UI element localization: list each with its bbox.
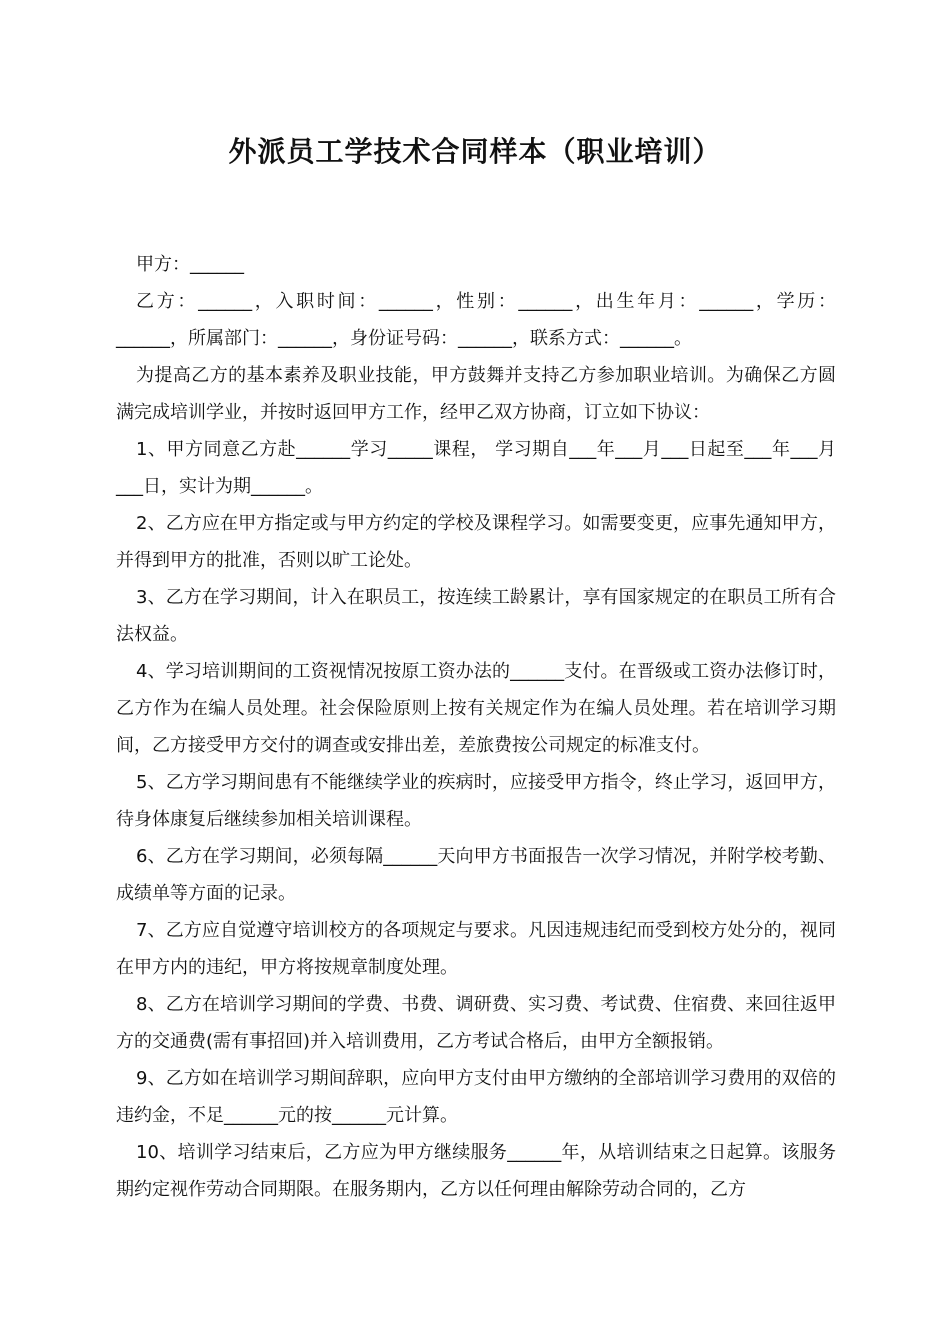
clause-8: 8、乙方在培训学习期间的学费、书费、调研费、实习费、考试费、住宿费、来回往返甲方的交通费(需有事招回)并入培训费用，乙方考试合格后，由甲方全额报销。 [116, 994, 836, 1052]
document-body [116, 246, 836, 1208]
clause-5: 5、乙方学习期间患有不能继续学业的疾病时，应接受甲方指令，终止学习，返回甲方，待身体康复后继续参加相关培训课程。 [116, 772, 836, 830]
clause-1: 1、甲方同意乙方赴______学习_____课程， 学习期自___年___月___日起至___年___月___日，实计为期______。 [116, 439, 836, 497]
party-a-line: 甲方：______ [136, 254, 244, 275]
clause-4: 4、学习培训期间的工资视情况按原工资办法的______支付。在晋级或工资办法修订时，乙方作为在编人员处理。社会保险原则上按有关规定作为在编人员处理。若在培训学习期间，乙方接受甲方交付的调查或安排出差，差旅费按公司规定的标准支付。 [116, 661, 836, 756]
clause-10: 10、培训学习结束后，乙方应为甲方继续服务______年，从培训结束之日起算。该服务期约定视作劳动合同期限。在服务期内，乙方以任何理由解除劳动合同的，乙方 [116, 1142, 836, 1200]
clause-6: 6、乙方在学习期间，必须每隔______天向甲方书面报告一次学习情况，并附学校考勤、成绩单等方面的记录。 [116, 846, 836, 904]
clause-2: 2、乙方应在甲方指定或与甲方约定的学校及课程学习。如需要变更，应事先通知甲方，并得到甲方的批准，否则以旷工论处。 [116, 513, 836, 571]
document-title: 外派员工学技术合同样本（职业培训） [228, 135, 722, 168]
clause-9: 9、乙方如在培训学习期间辞职，应向甲方支付由甲方缴纳的全部培训学习费用的双倍的违约金，不足______元的按______元计算。 [116, 1068, 836, 1126]
clause-7: 7、乙方应自觉遵守培训校方的各项规定与要求。凡因违规违纪而受到校方处分的，视同在甲方内的违纪，甲方将按规章制度处理。 [116, 920, 836, 978]
clause-3: 3、乙方在学习期间，计入在职员工，按连续工龄累计，享有国家规定的在职员工所有合法权益。 [116, 587, 836, 645]
party-b-info: 乙方：______，入职时间：______，性别：______，出生年月：______，学历：______，所属部门：______，身份证号码：______，联系方式：______。 [116, 291, 836, 349]
preamble: 为提高乙方的基本素养及职业技能，甲方鼓舞并支持乙方参加职业培训。为确保乙方圆满完成培训学业，并按时返回甲方工作，经甲乙双方协商，订立如下协议： [116, 365, 836, 423]
